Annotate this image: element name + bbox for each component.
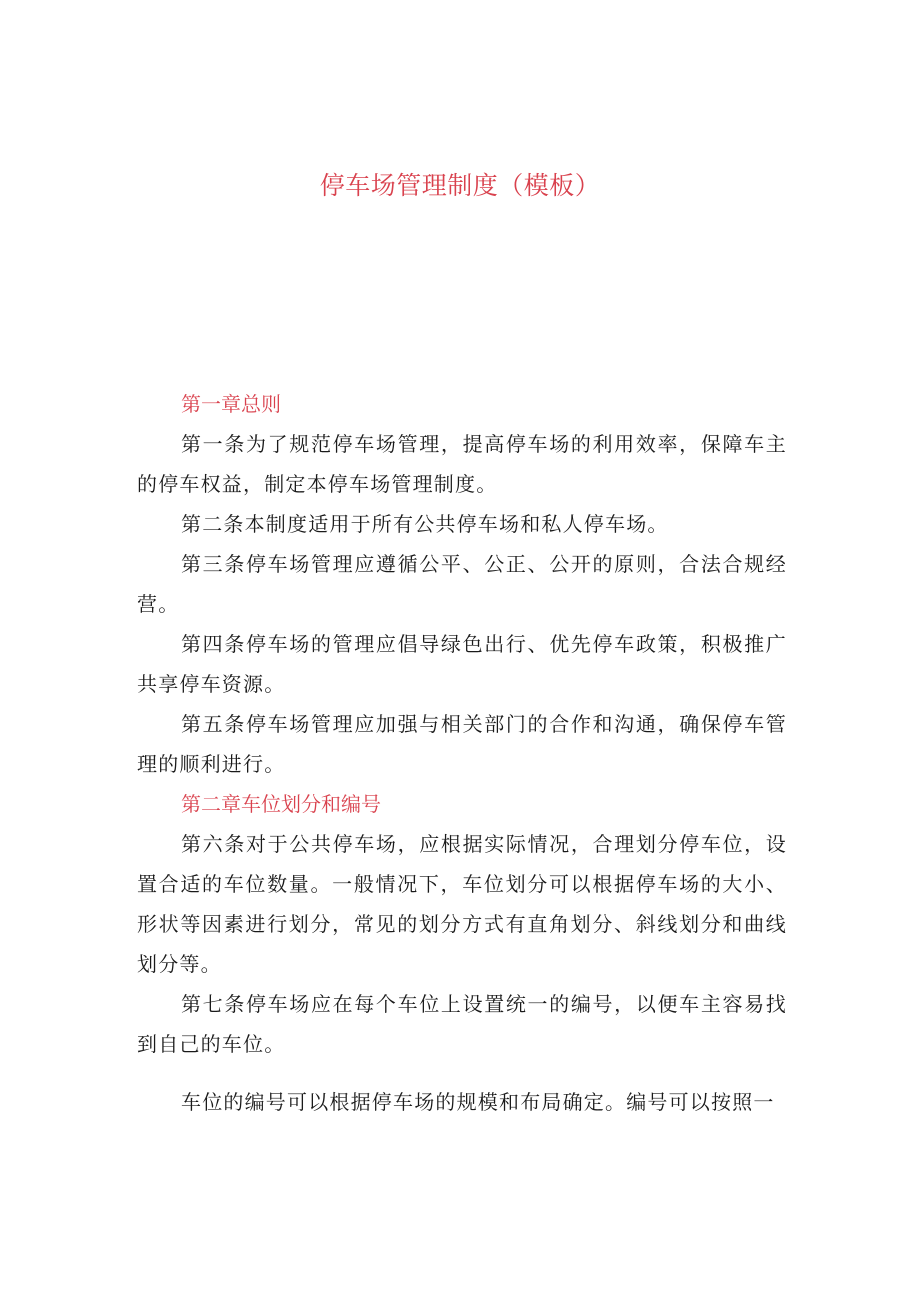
article-4: 第四条停车场的管理应倡导绿色出行、优先停车政策，积极推广共享停车资源。	[137, 632, 787, 696]
article-2: 第二条本制度适用于所有公共停车场和私人停车场。	[181, 512, 669, 536]
paragraph-numbering-note: 车位的编号可以根据停车场的规模和布局确定。编号可以按照一	[181, 1090, 775, 1114]
article-5: 第五条停车场管理应加强与相关部门的合作和沟通，确保停车管理的顺利进行。	[137, 712, 787, 776]
document-body	[137, 384, 787, 1122]
document-title: 停车场管理制度（模板）	[319, 171, 601, 200]
article-1: 第一条为了规范停车场管理，提高停车场的利用效率，保障车主的停车权益，制定本停车场管理制度。	[137, 432, 787, 496]
article-6: 第六条对于公共停车场，应根据实际情况，合理划分停车位，设置合适的车位数量。一般情况下，车位划分可以根据停车场的大小、形状等因素进行划分，常见的划分方式有直角划分、斜线划分和曲线划分等。	[137, 832, 787, 976]
article-7: 第七条停车场应在每个车位上设置统一的编号，以便车主容易找到自己的车位。	[137, 992, 787, 1056]
article-3: 第三条停车场管理应遵循公平、公正、公开的原则，合法合规经营。	[137, 552, 787, 616]
chapter-heading-2: 第二章车位划分和编号	[181, 792, 381, 816]
chapter-heading-1: 第一章总则	[181, 392, 281, 416]
